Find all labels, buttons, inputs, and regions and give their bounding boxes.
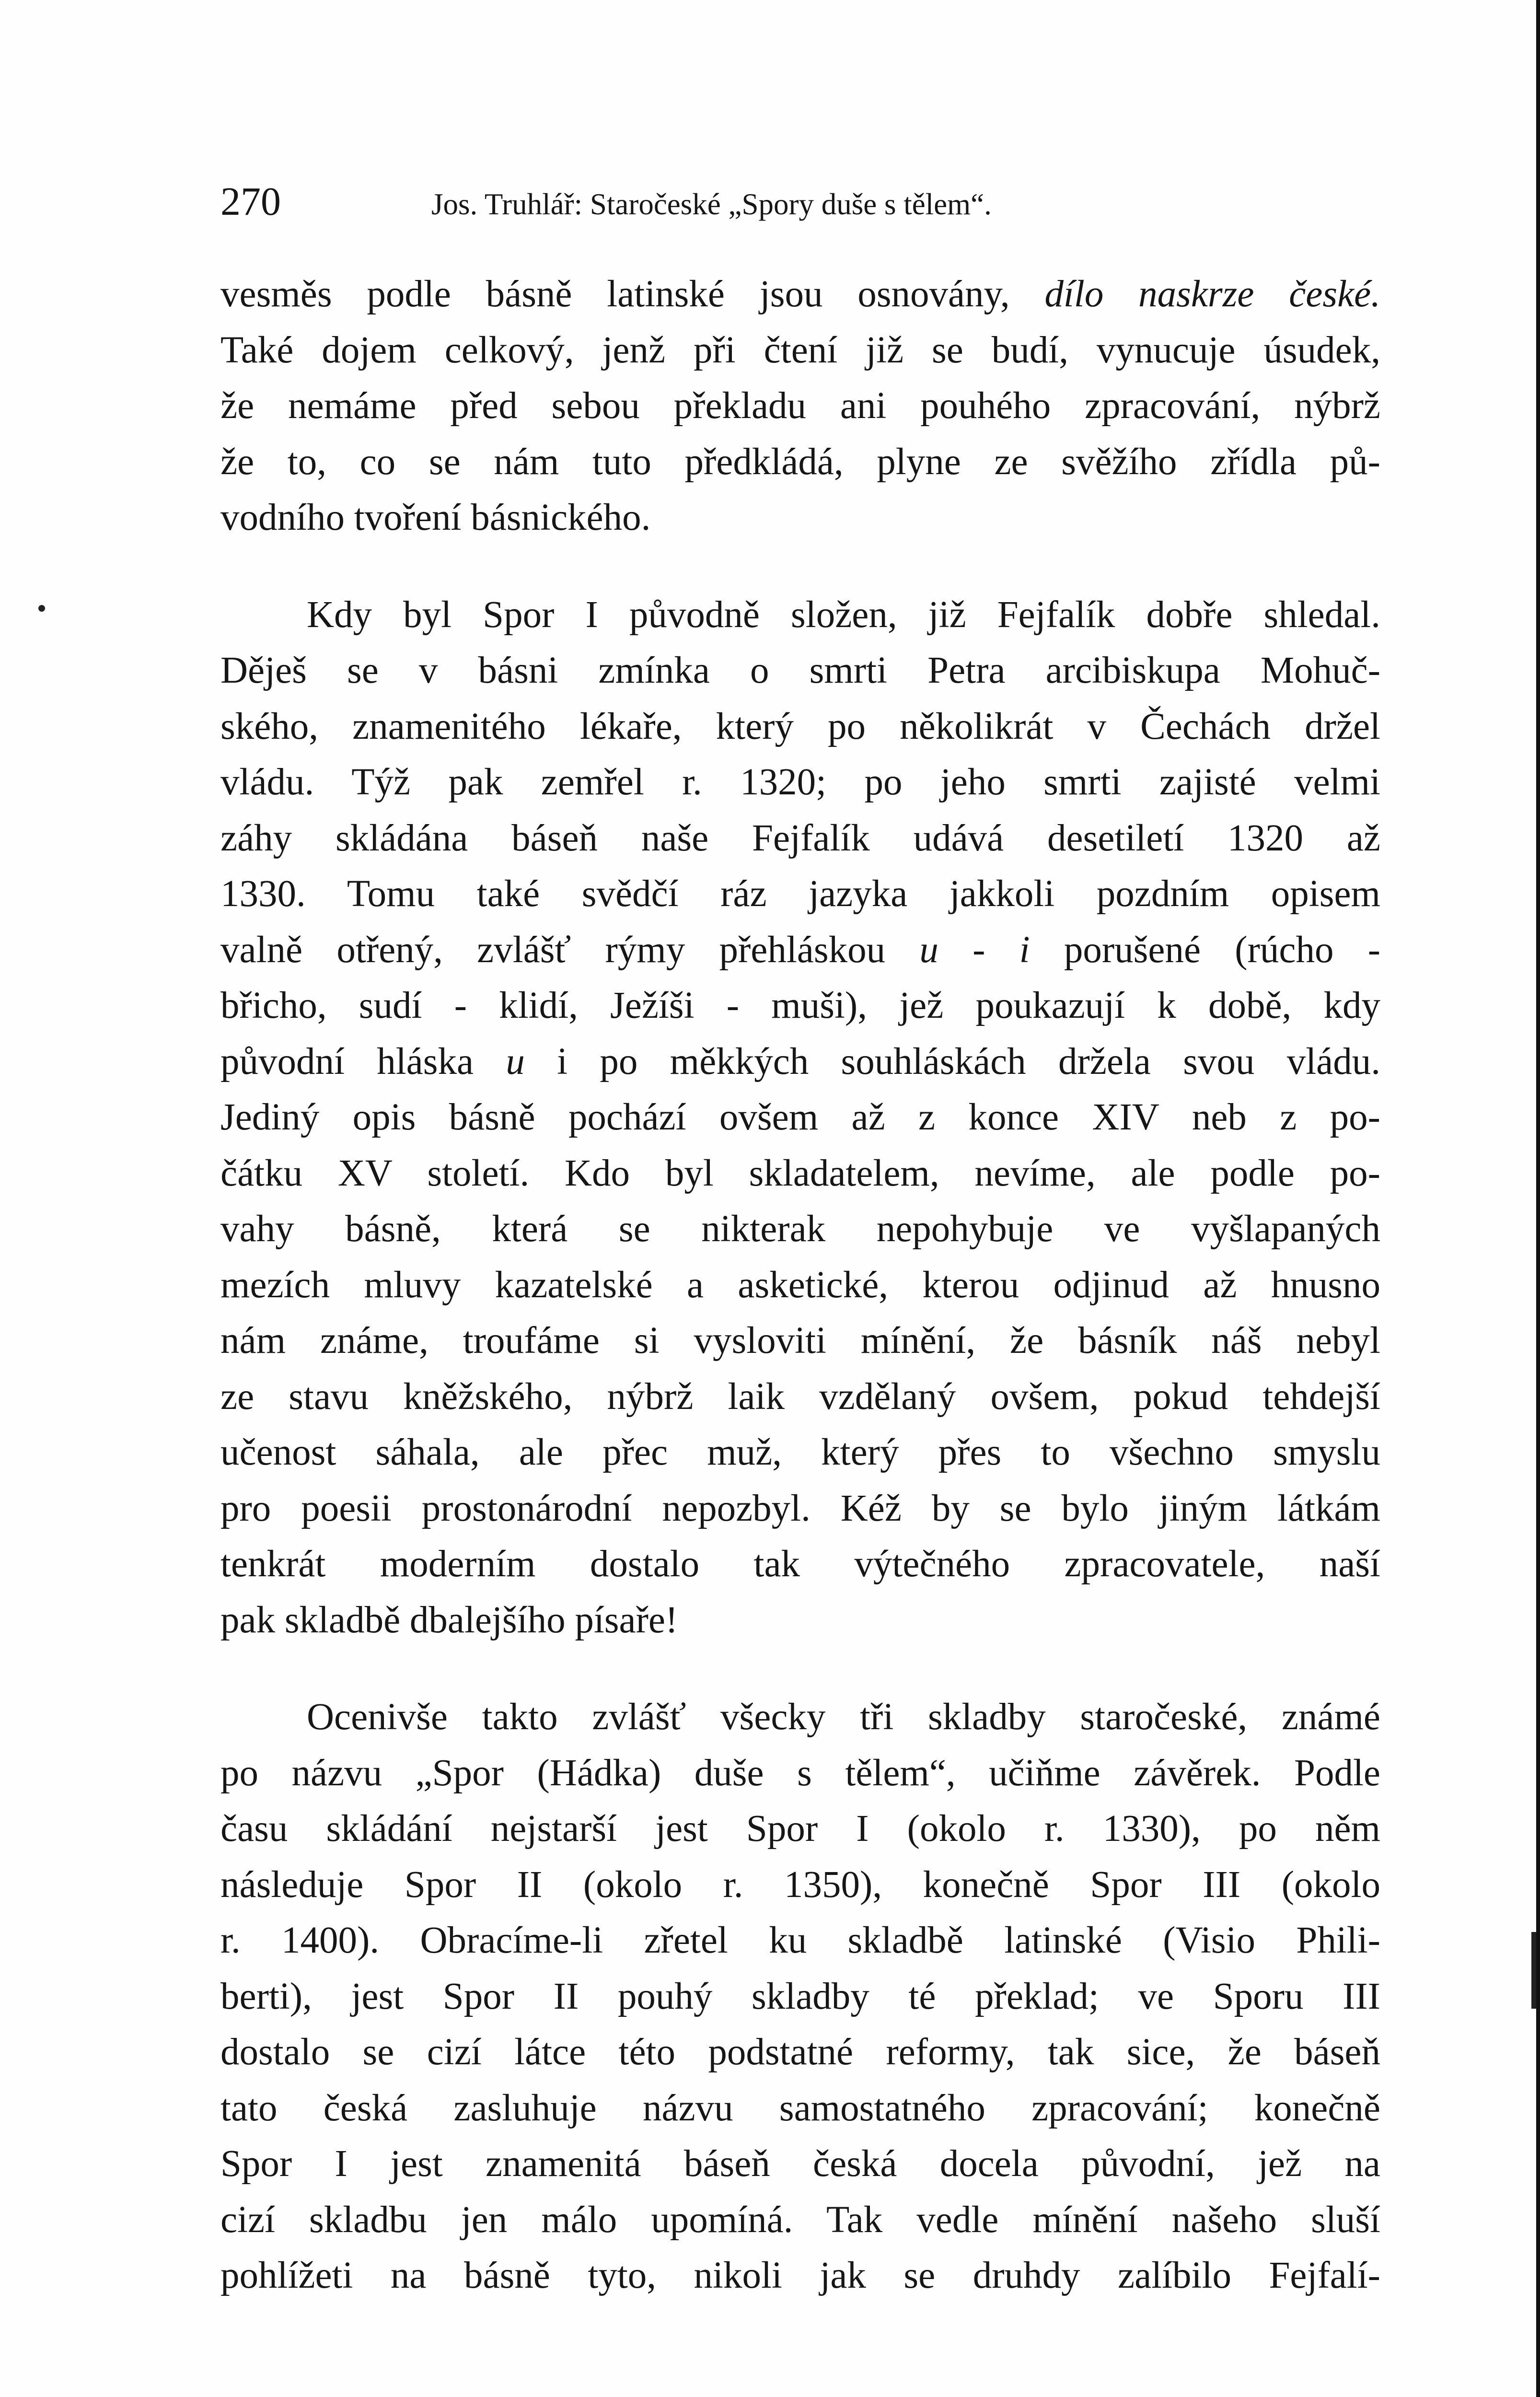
paragraph: [220, 1689, 1380, 2304]
text-line: učenost sáhala, ale přec muž, který přes to všechno smyslu: [220, 1431, 1380, 1473]
text-line: čátku XV století. Kdo byl skladatelem, nevíme, ale podle po-: [220, 1152, 1380, 1194]
text-line: vesměs podle básně latinské jsou osnovány, dílo naskrze české.: [220, 273, 1380, 315]
text-line: času skládání nejstarší jest Spor I (okolo r. 1330), po něm: [220, 1808, 1380, 1850]
text-line: původní hláska u i po měkkých souhláskách držela svou vládu.: [220, 1040, 1380, 1082]
paragraph-gap: [220, 546, 1380, 587]
text-line: r. 1400). Obracíme-li zřetel ku skladbě latinské (Visio Phili-: [220, 1920, 1380, 1961]
text-line: ského, znamenitého lékaře, který po několikrát v Čechách držel: [220, 705, 1380, 747]
text-line: vládu. Týž pak zemřel r. 1320; po jeho smrti zajisté velmi: [220, 761, 1380, 803]
text-line: berti), jest Spor II pouhý skladby té překlad; ve Sporu III: [220, 1975, 1380, 2017]
paragraph-gap: [220, 1648, 1380, 1689]
scan-speck: [38, 605, 45, 612]
text-line: vodního tvoření básnického.: [220, 497, 651, 538]
text-line: pohlížeti na básně tyto, nikoli jak se druhdy zalíbilo Fejfalí-: [220, 2255, 1380, 2296]
text-line: břicho, sudí - klidí, Ježíši - muši), jež poukazují k době, kdy: [220, 985, 1380, 1026]
page-number: 270: [220, 179, 281, 224]
body-text: [220, 267, 1380, 2304]
text-line: 1330. Tomu také svědčí ráz jazyka jakkoli pozdním opisem: [220, 873, 1380, 915]
italic-phrase: dílo naskrze české.: [1044, 273, 1380, 315]
text-line: Jediný opis básně pochází ovšem až z konce XIV neb z po-: [220, 1096, 1380, 1138]
text-line: pro poesii prostonárodní nepozbyl. Kéž by se bylo jiným látkám: [220, 1487, 1380, 1529]
running-head: Jos. Truhlář: Staročeské „Spory duše s tělem“.: [431, 187, 992, 221]
text-line: nám známe, troufáme si vysloviti mínění, že básník náš nebyl: [220, 1320, 1380, 1361]
paragraph: [220, 587, 1380, 1649]
text-line: Ocenivše takto zvlášť všecky tři skladby staročeské, známé: [307, 1696, 1380, 1738]
paragraph: [220, 267, 1380, 546]
text-line: že to, co se nám tuto předkládá, plyne ze svěžího zřídla pů-: [220, 441, 1380, 483]
text-line: pak skladbě dbalejšího písaře!: [220, 1599, 678, 1641]
text-line: valně otřený, zvlášť rýmy přehláskou u - i porušené (rúcho -: [220, 929, 1380, 971]
text-line: ze stavu kněžského, nýbrž laik vzdělaný ovšem, pokud tehdejší: [220, 1375, 1380, 1418]
italic-phrase: u - i: [919, 929, 1030, 971]
italic-phrase: u: [506, 1040, 525, 1082]
text-line: po názvu „Spor (Hádka) duše s tělem“, učiňme závěrek. Podle: [220, 1752, 1380, 1794]
text-line: Také dojem celkový, jenž při čtení již se budí, vynucuje úsudek,: [220, 329, 1380, 371]
text-line: cizí skladbu jen málo upomíná. Tak vedle mínění našeho sluší: [220, 2199, 1380, 2241]
text-line: tato česká zasluhuje názvu samostatného zpracování; konečně: [220, 2087, 1380, 2129]
page-header: [220, 175, 1380, 228]
scan-edge: [1536, 0, 1540, 2397]
text-line: Spor I jest znamenitá báseň česká docela původní, jež na: [220, 2143, 1380, 2185]
text-line: Kdy byl Spor I původně složen, již Fejfalík dobře shledal.: [307, 593, 1380, 636]
text-line: dostalo se cizí látce této podstatné reformy, tak sice, že báseň: [220, 2031, 1380, 2073]
text-line: následuje Spor II (okolo r. 1350), konečně Spor III (okolo: [220, 1863, 1380, 1906]
text-line: mezích mluvy kazatelské a asketické, kterou odjinud až hnusno: [220, 1264, 1380, 1306]
scan-edge-mark: [1531, 1932, 1536, 2009]
text-line: že nemáme před sebou překladu ani pouhého zpracování, nýbrž: [220, 385, 1380, 427]
text-line: Děješ se v básni zmínka o smrti Petra arcibiskupa Mohuč-: [220, 650, 1380, 691]
text-line: záhy skládána báseň naše Fejfalík udává desetiletí 1320 až: [220, 817, 1380, 859]
text-line: tenkrát moderním dostalo tak výtečného zpracovatele, naší: [220, 1543, 1380, 1585]
text-line: vahy básně, která se nikterak nepohybuje ve vyšlapaných: [220, 1208, 1380, 1250]
